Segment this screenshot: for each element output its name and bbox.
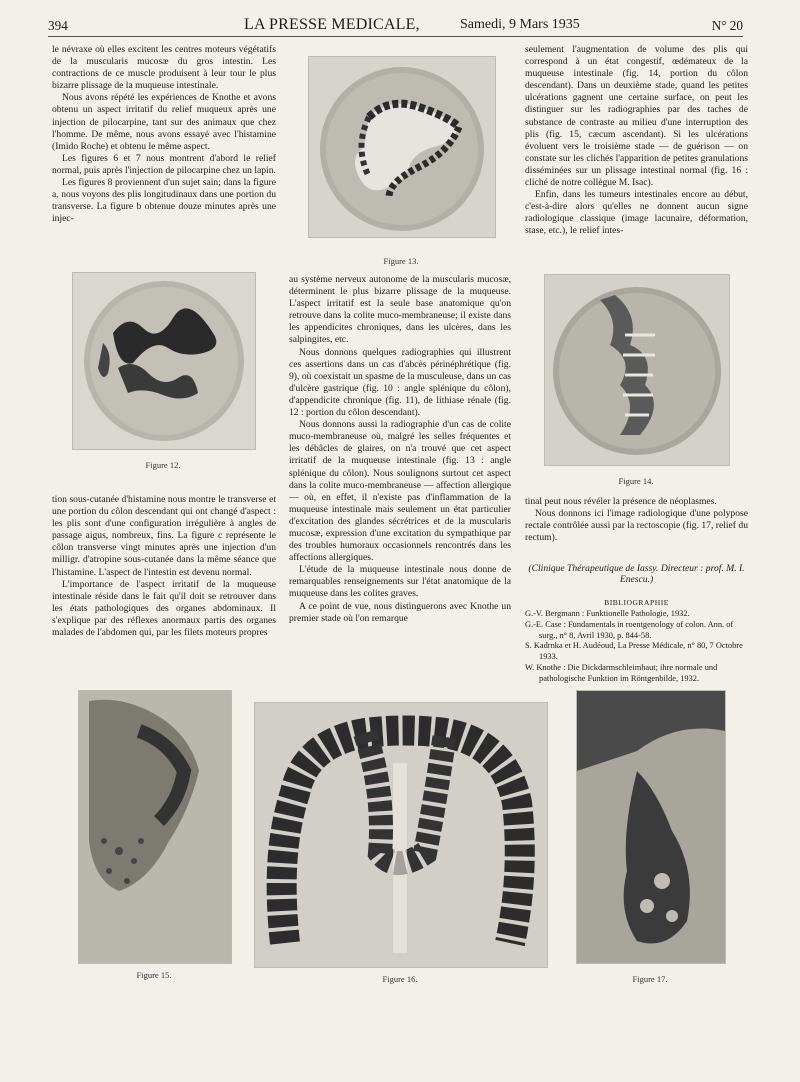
bibliography-heading: BIBLIOGRAPHIE	[604, 598, 669, 607]
page-header	[48, 12, 743, 36]
paragraph: le névraxe où elles excitent les centres moteurs végétatifs de la muscularis mucosæ du gros intestin. Les contractions de ce muscle produisent à leur tour le plus bizarre plissage de la muqueuse intestinale.	[52, 44, 276, 92]
issue-date: Samedi, 9 Mars 1935	[460, 17, 580, 32]
paragraph: L'importance de l'aspect irritatif de la muqueuse intestinale réside dans le fait qu'il doit se retrouver dans les états pathologiques des organes abdominaux. Il s'explique par des réflexes anormaux partis des organes malades de l'abdomen qui, par les filets moteurs propres	[52, 578, 276, 639]
bibliography-entry: G.-V. Bergmann : Funktionelle Pathologie, 1932.	[525, 609, 690, 618]
paragraph: tinal peut nous révéler la présence de néoplasmes.	[525, 496, 717, 507]
paragraph: L'étude de la muqueuse intestinale nous donne de remarquables renseignements sur l'état anatomique de la muqueuse dans les colites graves.	[289, 564, 511, 600]
column-2	[289, 274, 511, 672]
figure-14-radiograph	[544, 274, 730, 466]
paragraph: Nous donnons aussi la radiographie d'un cas de colite muco-membraneuse où, malgré les selles fréquentes et les débâcles de glaires, on n'a trouvé que cet aspect irritatif de la muqueuse intestinale (fig. 13 : angle splénique du côlon). Nous soulignons surtout cet aspect dans la colite muco-membraneuse — affection allergique — où, en effet, il n'existe pas d'inflammation de la muqueuse intestinale mais seulement un état particulier d'excitation des glandes sécrétrices et de la muscularis mucosæ, expression d'une excitation du sympathique par des troubles humoraux occasionnels rencontrés dans les affections allergiques.	[289, 419, 511, 564]
figure-12-caption: Figure 12.	[145, 460, 181, 470]
bibliography-entry: W. Knothe : Die Dickdarmschleimhaut; ihre normale und pathologische Funktion im Röntgenbilde, 1932.	[525, 662, 718, 683]
journal-title: LA PRESSE MEDICALE,	[244, 16, 420, 33]
paragraph: au système nerveux autonome de la muscularis mucosæ, déterminent le plus bizarre plissage de la muqueuse. L'aspect irritatif est la seule base anatomique qu'on retrouve dans la colite muco-membraneuse; il existe dans les appendicites chroniques, dans les ulcères, dans les salpingites, etc.	[289, 274, 511, 346]
issue-number: N° 20	[711, 18, 743, 33]
figure-17-caption: Figure 17.	[632, 974, 668, 984]
figure-16-radiograph	[254, 702, 548, 968]
figure-16-caption: Figure 16.	[382, 974, 418, 984]
figure-13-radiograph	[308, 56, 496, 238]
bibliography-entry: G.-E. Case : Fundamentals in roentgenology of colon. Ann. of surg., n° 8, Avril 1930, p. 844-58.	[525, 619, 734, 640]
clinic-credit: (Clinique Thérapeutique de Iassy. Directeur : prof. M. I. Enescu.)	[528, 563, 745, 585]
page-number: 394	[48, 18, 68, 33]
paragraph: Les figures 8 proviennent d'un sujet sain; dans la figure a, nous voyons des plis longitudinaux dans une portion du transverse. La figure b obtenue douze minutes après une injec-	[52, 177, 276, 225]
figure-14-caption: Figure 14.	[618, 476, 654, 486]
figure-17-radiograph	[576, 690, 726, 964]
column-1-bottom	[52, 494, 276, 672]
figure-13-caption: Figure 13.	[383, 256, 419, 266]
column-3-top	[525, 44, 748, 266]
header-rule	[48, 36, 743, 37]
figure-12-radiograph	[72, 272, 256, 450]
paragraph: Nous donnons quelques radiographies qui illustrent ces assertions dans un cas d'abcès périnéphrétique (fig. 9), où coexistait un spasme de la musculeuse, dans un cas d'ulcère gastrique (fig. 10 : angle splénique du côlon), d'appendicite chronique (fig. 11), de lithiase rénale (fig. 12 : portion du côlon descendant).	[289, 346, 511, 419]
paragraph: tion sous-cutanée d'histamine nous montre le transverse et une portion du côlon descendant qui ont changé d'aspect : les plis sont d'une configuration irrégulière à angles de passage aigus, nombreux, fins. La figure c représente le côlon transverse vingt minutes après une injection d'un milligr. d'atropine sous-cutanée dans la même séance que l'histamine. L'aspect de l'intestin est devenu normal.	[52, 494, 276, 578]
bibliography-list	[525, 609, 748, 685]
bibliography-entry: S. Kadrnka et H. Audéoud, La Presse Médicale, n° 80, 7 Octobre 1933.	[525, 641, 743, 662]
paragraph: A ce point de vue, nous distinguerons avec Knothe un premier stade où l'on remarque	[289, 600, 511, 624]
figure-15-radiograph	[78, 690, 232, 964]
figure-15-caption: Figure 15.	[136, 970, 172, 980]
paragraph: seulement l'augmentation de volume des plis qui correspond à un état congestif, œdémateux de la muqueuse intestinale (fig. 14, portion du côlon descendant). Dans un deuxième stade, quand les petites ulcérations gagnent une certaine surface, on peut les distinguer sur les radiographies par des taches de substance de contraste au milieu d'une interruption des plis (fig. 15, cæcum ascendant). Si les ulcérations évoluent vers le troisième stade — de guérison — on constate sur les clichés l'apparition de petites granulations disséminées sur un plissage intestinal normal (fig. 16 : cliché de notre collègue M. Isac).	[525, 44, 748, 189]
paragraph: Enfin, dans les tumeurs intestinales encore au début, c'est-à-dire alors qu'elles ne donnent aucun signe radiologique classique (image lacunaire, déformation, stase, etc.), le relief intes-	[525, 189, 748, 237]
column-1-top	[52, 44, 276, 258]
paragraph: Nous donnons ici l'image radiologique d'une polypose rectale contrôlée aussi par la rectoscopie (fig. 17, relief du rectum).	[525, 508, 748, 544]
column-3-bottom	[525, 496, 748, 558]
paragraph: Les figures 6 et 7 nous montrent d'abord le relief normal, puis après l'injection de pilocarpine chez un lapin.	[52, 152, 276, 176]
paragraph: Nous avons répété les expériences de Knothe et avons obtenu un aspect irritatif du relief muqueux après une injection de pilocarpine, tant sur des animaux que chez l'homme. De même, nous avons essayé avec l'histamine (Imido Roche) et obtenu le même aspect.	[52, 92, 276, 152]
